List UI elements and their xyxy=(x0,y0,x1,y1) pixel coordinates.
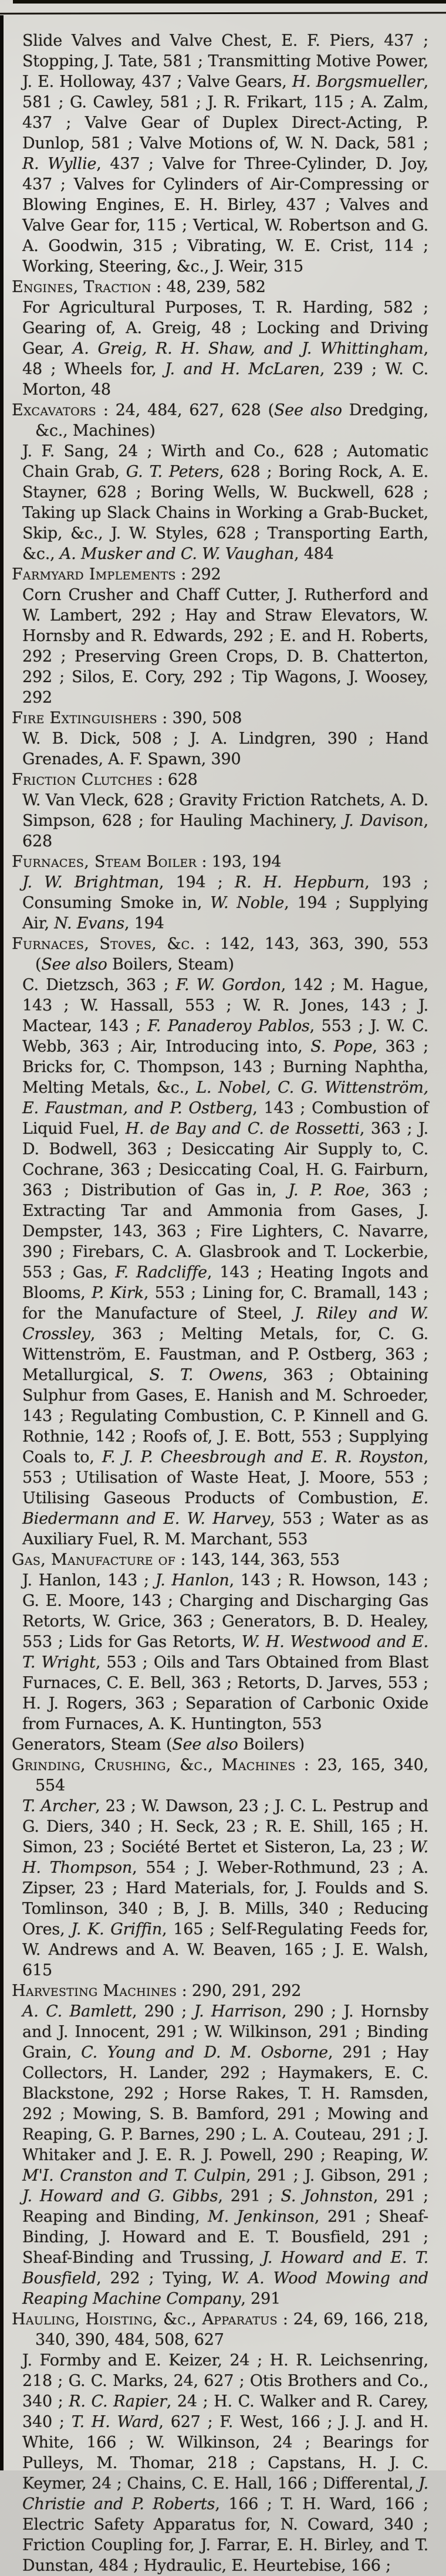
index-heading xyxy=(12,564,428,585)
index-paragraph: J. Formby and E. Keizer, 24 ; H. R. Leichsenring, 218 ; G. C. Marks, 24, 627 ; Otis Brothers and Co., 340 ; R. C. Rapier, 24 ; H. C. Walker and R. Carey, 340 ; T. H. Ward, 627 ; F. West, 166 ; J. J. and H. White, 166 ; W. Wilkinson, 24 ; Bearings for Pulleys, M. Thomar, 218 ; Capstans, H. J. C. Keymer, 24 ; Chains, C. E. Hall, 166 ; Differental, J. Christie and P. Roberts, 166 ; T. H. Ward, 166 ; Electric Safety Apparatus for, N. Coward, 340 ; Friction Coupling for, J. Farrar, E. H. Birley, and T. Dunstan, 484 ; Hydraulic, E. Heurtebise, 166 ; xyxy=(22,2351,428,2575)
heading-refs: : 193, 194 xyxy=(197,853,282,871)
heading-term: Fire Extinguishers xyxy=(12,709,157,727)
index-heading xyxy=(12,708,428,728)
index-paragraph: A. C. Bamlett, 290 ; J. Harrison, 290 ; J. Hornsby and J. Innocent, 291 ; W. Wilkinson, 291 ; Binding Grain, C. Young and D. M. Osborne, 291 ; Hay Collectors, H. Lander, 292 ; Haymakers, E. C. Blackstone, 292 ; Horse Rakes, T. H. Ramsden, 292 ; Mowing, S. B. Bamford, 291 ; Mowing and Reaping, G. P. Barnes, 290 ; L. A. Couteau, 291 ; J. Whitaker and J. E. R. J. Powell, 290 ; Reaping, W. M'I. Cranston and T. Culpin, 291 ; J. Gibson, 291 ; J. Howard and G. Gibbs, 291 ; S. Johnston, 291 ; Reaping and Binding, M. Jenkinson, 291 ; Sheaf-Binding, J. Howard and E. T. Bousfield, 291 ; Sheaf-Binding and Trussing, J. Howard and E. T. Bousfield, 292 ; Tying, W. A. Wood Mowing and Reaping Machine Company, 291 xyxy=(22,2002,429,2308)
index-paragraph: J. F. Sang, 24 ; Wirth and Co., 628 ; Automatic Chain Grab, G. T. Peters, 628 ; Boring Rock, A. E. Stayner, 628 ; Boring Wells, W. Buckwell, 628 ; Taking up Slack Chains in Working a Grab-Bucket, Skip, &c., J. W. Styles, 628 ; Transporting Earth, &c., A. Musker and C. W. Vaughan, 484 xyxy=(22,442,429,563)
heading-term: Friction Clutches xyxy=(12,771,153,789)
heading-refs: : 628 xyxy=(153,771,198,789)
index-paragraph: Slide Valves and Valve Chest, E. F. Piers, 437 ; Stopping, J. Tate, 581 ; Transmitting Motive Power, J. E. Holloway, 437 ; Valve Gears, H. Borgsmueller, 581 ; G. Cawley, 581 ; J. R. Frikart, 115 ; A. Zalm, 437 ; Valve Gear of Duplex Direct-Acting, P. Dunlop, 581 ; Valve Motions of, W. N. Dack, 581 ; R. Wyllie, 437 ; Valve for Three-Cylinder, D. Joy, 437 ; Valves for Cylinders of Air-Compressing or Blowing Engines, E. H. Birley, 437 ; Valves and Valve Gear for, 115 ; Vertical, W. Robertson and G. A. Goodwin, 315 ; Vibrating, W. E. Crist, 114 ; Working, Steering, &c., J. Weir, 315 xyxy=(22,32,429,276)
heading-refs: : 290, 291, 292 xyxy=(177,1982,302,2000)
index-heading xyxy=(12,2309,428,2350)
index-heading xyxy=(12,400,428,441)
heading-refs: : 292 xyxy=(175,565,221,584)
index-paragraph: J. W. Brightman, 194 ; R. H. Hepburn, 193 ; Consuming Smoke in, W. Noble, 194 ; Supplying Air, N. Evans, 194 xyxy=(22,873,429,933)
heading-term: Farmyard Implements xyxy=(12,565,176,584)
heading-refs: : 390, 508 xyxy=(157,709,242,727)
index-heading xyxy=(12,1550,428,1570)
index-paragraph: Corn Crusher and Chaff Cutter, J. Rutherford and W. Lambert, 292 ; Hay and Straw Elevators, W. Hornsby and R. Edwards, 292 ; E. and H. Roberts, 292 ; Preserving Green Crops, D. B. Chatterton, 292 ; Silos, E. Cory, 292 ; Tip Wagons, J. Woosey, 292 xyxy=(22,586,428,707)
heading-refs: : 23, 165, 340, 554 xyxy=(35,1756,428,1795)
heading-refs: : 24, 69, 166, 218, 340, 390, 484, 508, 627 xyxy=(35,2310,428,2349)
heading-term: Harvesting Machines xyxy=(12,1982,177,2000)
index-paragraph: C. Dietzsch, 363 ; F. W. Gordon, 142 ; M. Hague, 143 ; W. Hassall, 553 ; W. R. Jones, 143 ; J. Mactear, 143 ; F. Panaderoy Pablos, 553 ; J. W. C. Webb, 363 ; Air, Introducing into, S. Pope, 363 ; Bricks for, C. Thompson, 143 ; Burning Naphtha, Melting Metals, &c., L. Nobel, C. G. Wittenström, E. Faustman, and P. Ostberg, 143 ; Combustion of Liquid Fuel, H. de Bay and C. de Rossetti, 363 ; J. D. Bodwell, 363 ; Desiccating Air Supply to, C. Cochrane, 363 ; Desiccating Coal, H. G. Fairburn, 363 ; Distribution of Gas in, J. P. Roe, 363 ; Extracting Tar and Ammonia from Gases, J. Dempster, 143, 363 ; Fire Lighters, C. Navarre, 390 ; Firebars, C. A. Glasbrook and T. Lockerbie, 553 ; Gas, F. Radcliffe, 143 ; Heating Ingots and Blooms, P. Kirk, 553 ; Lining for, C. Bramall, 143 ; for the Manufacture of Steel, J. Riley and W. Crossley, 363 ; Melting Metals, for, C. G. Wittenström, E. Faustman, and P. Ostberg, 363 ; Metallurgical, S. T. Owens, 363 ; Obtaining Sulphur from Gases, E. Hanish and M. Schroeder, 143 ; Regulating Combustion, C. P. Kinnell and G. Rothnie, 142 ; Roofs of, J. E. Bott, 553 ; Supplying Coals to, F. J. P. Cheesbrough and E. R. Royston, 553 ; Utilisation of Waste Heat, J. Moore, 553 ; Utilising Gaseous Products of Combustion, E. Biedermann and E. W. Harvey, 553 ; Water as as Auxiliary Fuel, R. M. Marchant, 553 xyxy=(22,976,429,1548)
index-column xyxy=(0,30,446,2576)
index-heading xyxy=(12,1981,428,2001)
heading-refs: : 142, 143, 363, 390, 553 (See also Boilers, Steam) xyxy=(35,935,428,974)
index-paragraph: W. B. Dick, 508 ; J. A. Lindgren, 390 ; Hand Grenades, A. F. Spawn, 390 xyxy=(22,730,428,768)
index-paragraph: T. Archer, 23 ; W. Dawson, 23 ; J. C. L. Pestrup and G. Diers, 340 ; H. Seck, 23 ; R. E. Shill, 165 ; H. Simon, 23 ; Société Bertet et Sisteron, La, 23 ; W. H. Thompson, 554 ; J. Weber-Rothmund, 23 ; A. Zipser, 23 ; Hard Materials, for, J. Foulds and S. Tomlinson, 340 ; B, J. B. Mills, 340 ; Reducing Ores, J. K. Griffin, 165 ; Self-Regulating Feeds for, W. Andrews and A. W. Beaven, 165 ; J. E. Walsh, 615 xyxy=(22,1797,429,1980)
heading-refs: : 48, 239, 582 xyxy=(151,278,266,296)
index-crossref: Generators, Steam (See also Boilers) xyxy=(12,1736,305,1754)
top-rule-thick xyxy=(13,0,446,4)
heading-term: Excavators xyxy=(12,401,96,419)
index-heading xyxy=(12,1755,428,1796)
index-heading xyxy=(12,277,428,297)
heading-term: Gas, Manufacture of xyxy=(12,1551,176,1569)
index-paragraph: W. Van Vleck, 628 ; Gravity Friction Ratchets, A. D. Simpson, 628 ; for Hauling Machinery, J. Davison, 628 xyxy=(22,791,428,850)
heading-term: Engines, Traction xyxy=(12,278,151,296)
heading-term: Hauling, Hoisting, &c., Apparatus xyxy=(12,2310,278,2328)
index-paragraph: For Agricultural Purposes, T. R. Harding, 582 ; Gearing of, A. Greig, 48 ; Locking and Driving Gear, A. Greig, R. H. Shaw, and J. Whittingham, 48 ; Wheels for, J. and H. McLaren, 239 ; W. C. Morton, 48 xyxy=(22,299,428,399)
index-heading xyxy=(12,852,428,872)
heading-term: Furnaces, Steam Boiler xyxy=(12,853,197,871)
index-paragraph: J. Hanlon, 143 ; J. Hanlon, 143 ; R. Howson, 143 ; G. E. Moore, 143 ; Charging and Discharging Gas Retorts, W. Grice, 363 ; Generators, B. D. Healey, 553 ; Lids for Gas Retorts, W. H. Westwood and E. T. Wright, 553 ; Oils and Tars Obtained from Blast Furnaces, C. E. Bell, 363 ; Retorts, D. Jarves, 553 ; H. J. Rogers, 363 ; Separation of Carbonic Oxide from Furnaces, A. K. Huntington, 553 xyxy=(22,1571,429,1733)
top-rule-thin xyxy=(0,12,446,15)
heading-term: Furnaces, Stoves, &c. xyxy=(12,935,195,953)
heading-refs: : 143, 144, 363, 553 xyxy=(175,1551,340,1569)
heading-refs: : 24, 484, 627, 628 (See also Dredging, &c., Machines) xyxy=(35,401,429,440)
index-heading xyxy=(12,934,428,975)
heading-term: Grinding, Crushing, &c., Machines xyxy=(12,1756,296,1774)
index-heading xyxy=(12,770,428,790)
